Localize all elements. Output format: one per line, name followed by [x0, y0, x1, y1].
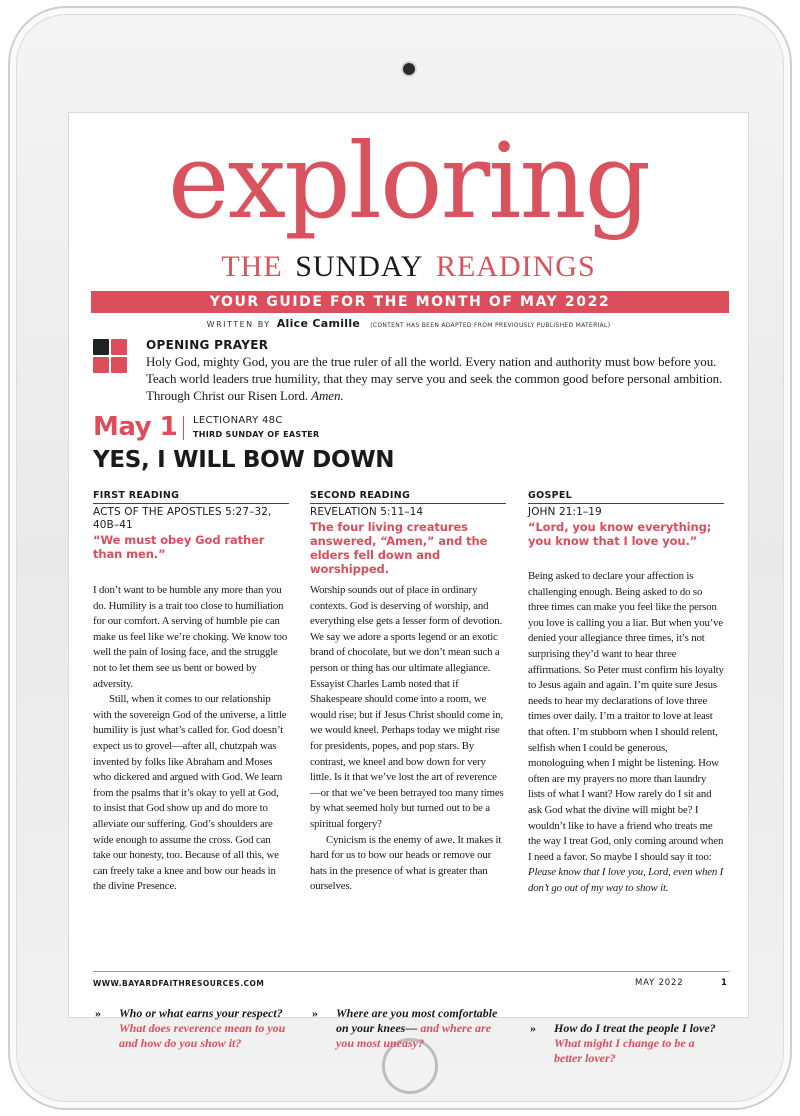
lectionary-label: LECTIONARY 48C [193, 415, 283, 426]
reading-citation: ACTS OF THE APOSTLES 5:27–32, 40B–41 [93, 506, 272, 531]
reading-quote: “We must obey God rather than men.” [93, 533, 265, 561]
masthead-title: exploring [167, 120, 650, 242]
prayer-heading: OPENING PRAYER [146, 338, 269, 352]
footer-url[interactable]: WWW.BAYARDFAITHRESOURCES.COM [93, 979, 265, 988]
document-page [68, 112, 749, 1065]
body-paragraph: Cynicism is the enemy of awe. It makes it hard for us to bow our heads or remove our hats in the presence of what is greater than ourselves. [310, 833, 502, 893]
byline-note: (CONTENT HAS BEEN ADAPTED FROM PREVIOUSLY PUBLISHED MATERIAL) [370, 322, 611, 329]
reading-citation: JOHN 21:1–19 [528, 506, 602, 518]
body-paragraph: Worship sounds out of place in ordinary contexts. God is deserving of worship, and everything else gets a lesser form of devotion. We say we adore a sports legend or an exotic brand of chocolate, but we don’t mean such a person or thing has our ultimate allegiance. Essayist Charles Lamb noted that if Shakespeare should come into a room, we would rise; but if Jesus Christ should come in, we would kneel. Perhaps today we might rise for presidents, popes, and pop stars. By contrast, we kneel and bow down for very little. Is it that we’ve lost the art of reverence—or that we’ve been betrayed too many times by what seemed holy but turned out to be a spiritual forgery? [310, 584, 504, 830]
prayer-body: Holy God, mighty God, you are the true ruler of all the world. Every nation and authority must bow before you. Teach world leaders true humility, that they may serve you and seek the common good before personal ambition. Through Christ our Risen Lord. [146, 354, 723, 403]
body-paragraph: I don’t want to be humble any more than you do. Humility is a trait too close to humiliation for our comfort. A serving of humble pie can make us feel like we’re choking. We know too well the pain of losing face, and the struggle not to let them see us bent or bowed by adversity. [93, 584, 288, 690]
reading-quote: The four living creatures answered, “Amen,” and the elders fell down and worshipped. [310, 520, 488, 576]
body-text: Being asked to declare your affection is challenging enough. Being asked to do so three times can make you feel like the person you love is calling you a liar. But when you’ve denied your allegiance three times, it’s not surprising they’d want to hear three affirmations. So Peter must confirm his loyalty to Jesus again and again. I’m quite sure Jesus needs to hear my declarations of love three times over daily. I’m a traitor to love at least that often. I’m stubborn when I should relent, selfish when I could be generous, monologuing when I might be listening. How often are my prayers no more than laundry lists of what I want? How rarely do I sit and ask God what the divine will might be? I wouldn’t like to have a friend who treats me the way I treat God, only coming around when I need a favor. So maybe I should say it too: [528, 570, 724, 863]
body-italic: Please know that I love you, Lord, even when I don’t go out of my way to show it. [528, 866, 724, 894]
reflection-question-accent: and where are you most uneasy? [336, 1021, 492, 1050]
subtitle-readings: READINGS [435, 250, 596, 283]
subtitle-sunday: SUNDAY [295, 250, 424, 283]
tablet-frame [8, 6, 792, 1110]
page-headline: YES, I WILL BOW DOWN [93, 447, 395, 473]
reading-label: SECOND READING [310, 489, 506, 504]
body-paragraph: Still, when it comes to our relationship with the sovereign God of the universe, a little humility is just what’s called for. God doesn’t expect us to grovel—after all, chutzpah was invented by folks like Abraham and Moses who dickered and argued with God. We learn from the psalms that it’s okay to yell at God, to insist that God show up and do more to alleviate our suffering. God’s shoulders are wide enough to assume the cross. God can take our honesty, too. Because of all this, we can freely take a knee and bow our heads in the divine Presence. [93, 693, 287, 893]
reading-body [528, 569, 724, 896]
camera-icon [403, 63, 415, 75]
reading-column-second [310, 489, 506, 1050]
reading-body [93, 583, 289, 895]
squares-icon [93, 339, 127, 373]
date-divider [183, 416, 184, 440]
reading-label: FIRST READING [93, 489, 289, 504]
author-name: Alice Camille [276, 317, 361, 330]
reflection-question: Where are you most comfortable on your knees— [336, 1006, 498, 1035]
reflection-prompt [310, 1006, 506, 1051]
footer-rule [93, 971, 729, 972]
byline [69, 317, 748, 333]
reflection-marker-icon: » [312, 1006, 318, 1020]
reflection-question-accent: What does reverence mean to you and how do you show it? [119, 1021, 286, 1050]
sunday-label: THIRD SUNDAY OF EASTER [193, 430, 320, 439]
reflection-marker-icon: » [530, 1021, 536, 1035]
byline-prefix: WRITTEN BY [206, 320, 271, 329]
page-number: 1 [721, 978, 727, 988]
reflection-question: How do I treat the people I love? [554, 1021, 716, 1035]
body-paragraph [528, 569, 724, 896]
reading-citation: REVELATION 5:11–14 [310, 506, 424, 518]
reading-quote: “Lord, you know everything; you know that I love you.” [528, 520, 712, 548]
subtitle-the: THE [221, 250, 283, 283]
reflection-question: Who or what earns your respect? [119, 1006, 283, 1020]
reflection-question-accent: What might I change to be a better lover? [554, 1036, 695, 1065]
reading-body [310, 583, 506, 895]
prayer-text [146, 353, 742, 404]
reading-label: GOSPEL [528, 489, 724, 504]
reflection-prompt [528, 1021, 724, 1066]
date-title: May 1 [93, 412, 178, 442]
footer-month: MAY 2022 [635, 978, 684, 988]
guide-banner: YOUR GUIDE FOR THE MONTH OF MAY 2022 [91, 291, 729, 313]
masthead-subtitle [69, 249, 748, 285]
reflection-marker-icon: » [95, 1006, 101, 1020]
prayer-amen: Amen. [311, 388, 344, 403]
reflection-prompt [93, 1006, 289, 1051]
